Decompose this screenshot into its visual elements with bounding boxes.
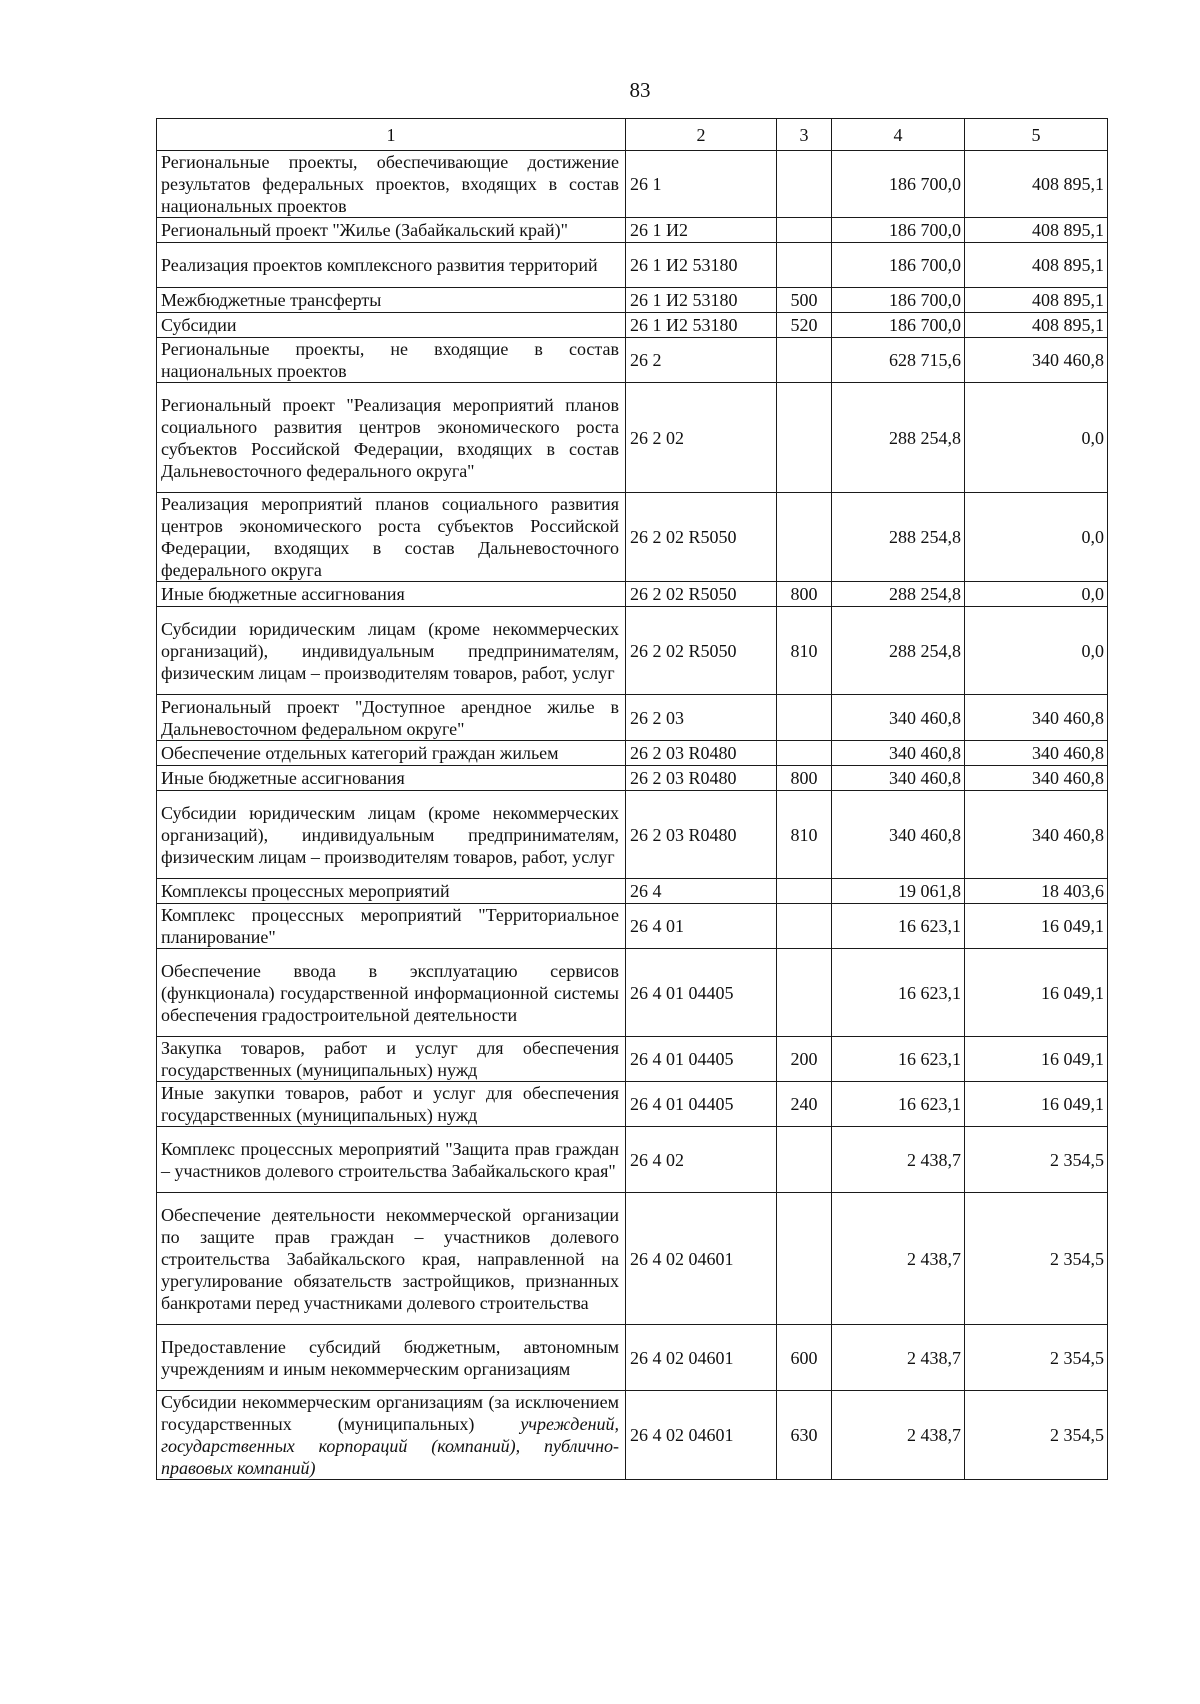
row-type-cell: 800 xyxy=(777,582,832,607)
table-row xyxy=(157,1193,1108,1325)
row-type-cell: 200 xyxy=(777,1037,832,1082)
row-value-2026-cell: 340 460,8 xyxy=(965,741,1108,766)
row-value-2026-cell: 0,0 xyxy=(965,493,1108,582)
table-row xyxy=(157,766,1108,791)
row-code-cell: 26 1 И2 xyxy=(626,218,777,243)
row-value-2026-cell: 2 354,5 xyxy=(965,1193,1108,1325)
row-code-cell: 26 2 02 R5050 xyxy=(626,582,777,607)
row-value-2025-cell: 186 700,0 xyxy=(832,218,965,243)
row-name-cell: Региональные проекты, не входящие в состав национальных проектов xyxy=(157,338,626,383)
row-code-cell: 26 4 01 04405 xyxy=(626,1037,777,1082)
row-value-2026-cell: 340 460,8 xyxy=(965,695,1108,741)
row-type-cell: 810 xyxy=(777,791,832,879)
row-value-2026-cell: 16 049,1 xyxy=(965,904,1108,949)
row-code-cell: 26 2 03 R0480 xyxy=(626,766,777,791)
table-row xyxy=(157,1127,1108,1193)
row-name-cell: Обеспечение отдельных категорий граждан жильем xyxy=(157,741,626,766)
row-code-cell: 26 1 И2 53180 xyxy=(626,288,777,313)
row-code-cell: 26 2 02 R5050 xyxy=(626,493,777,582)
row-code-cell: 26 1 xyxy=(626,151,777,218)
row-code-cell: 26 2 02 R5050 xyxy=(626,607,777,695)
row-code-cell: 26 4 01 xyxy=(626,904,777,949)
row-name-part: Субсидии некоммерческим организациям (за исключением государственных (муниципальных) xyxy=(161,1392,619,1434)
column-header: 5 xyxy=(965,119,1108,151)
row-value-2026-cell: 16 049,1 xyxy=(965,1037,1108,1082)
row-code-cell: 26 2 03 R0480 xyxy=(626,741,777,766)
row-value-2025-cell: 340 460,8 xyxy=(832,791,965,879)
row-value-2026-cell: 0,0 xyxy=(965,582,1108,607)
row-name-cell: Комплексы процессных мероприятий xyxy=(157,879,626,904)
row-value-2025-cell: 340 460,8 xyxy=(832,741,965,766)
row-value-2025-cell: 628 715,6 xyxy=(832,338,965,383)
row-name-cell: Субсидии юридическим лицам (кроме некоммерческих организаций), индивидуальным предпринимателям, физическим лицам – производителям товаров, работ, услуг xyxy=(157,607,626,695)
row-value-2026-cell: 18 403,6 xyxy=(965,879,1108,904)
table-row xyxy=(157,288,1108,313)
row-name-cell: Иные бюджетные ассигнования xyxy=(157,582,626,607)
row-code-cell: 26 2 02 xyxy=(626,383,777,493)
row-name-cell: Межбюджетные трансферты xyxy=(157,288,626,313)
row-type-cell xyxy=(777,338,832,383)
row-value-2025-cell: 288 254,8 xyxy=(832,582,965,607)
budget-table xyxy=(156,118,1108,1480)
row-type-cell xyxy=(777,879,832,904)
row-type-cell xyxy=(777,383,832,493)
row-name-cell: Региональный проект "Доступное арендное жилье в Дальневосточном федеральном округе" xyxy=(157,695,626,741)
row-name-cell: Субсидии юридическим лицам (кроме некоммерческих организаций), индивидуальным предпринимателям, физическим лицам – производителям товаров, работ, услуг xyxy=(157,791,626,879)
row-code-cell: 26 4 02 04601 xyxy=(626,1193,777,1325)
row-name-cell: Реализация мероприятий планов социального развития центров экономического роста субъектов Российской Федерации, входящих в состав Дальневосточного федерального округа xyxy=(157,493,626,582)
row-value-2026-cell: 16 049,1 xyxy=(965,1082,1108,1127)
row-value-2025-cell: 16 623,1 xyxy=(832,1082,965,1127)
page-number: 83 xyxy=(629,78,651,102)
row-value-2025-cell: 186 700,0 xyxy=(832,151,965,218)
table-row xyxy=(157,1037,1108,1082)
row-value-2025-cell: 186 700,0 xyxy=(832,313,965,338)
table-row xyxy=(157,218,1108,243)
row-value-2025-cell: 2 438,7 xyxy=(832,1127,965,1193)
table-row xyxy=(157,151,1108,218)
row-type-cell: 600 xyxy=(777,1325,832,1391)
table-row xyxy=(157,493,1108,582)
row-name-cell xyxy=(157,1391,626,1480)
table-row xyxy=(157,791,1108,879)
table-row xyxy=(157,338,1108,383)
row-value-2026-cell: 408 895,1 xyxy=(965,218,1108,243)
row-code-cell: 26 4 01 04405 xyxy=(626,1082,777,1127)
row-value-2026-cell: 408 895,1 xyxy=(965,288,1108,313)
row-type-cell xyxy=(777,695,832,741)
row-type-cell xyxy=(777,741,832,766)
row-type-cell: 800 xyxy=(777,766,832,791)
table-row xyxy=(157,1391,1108,1480)
table-row xyxy=(157,243,1108,288)
row-value-2026-cell: 340 460,8 xyxy=(965,766,1108,791)
row-value-2025-cell: 340 460,8 xyxy=(832,695,965,741)
row-value-2026-cell: 2 354,5 xyxy=(965,1391,1108,1480)
table-row xyxy=(157,949,1108,1037)
row-code-cell: 26 2 xyxy=(626,338,777,383)
row-value-2025-cell: 186 700,0 xyxy=(832,288,965,313)
row-code-cell: 26 4 01 04405 xyxy=(626,949,777,1037)
row-name-cell: Региональные проекты, обеспечивающие достижение результатов федеральных проектов, входящих в состав национальных проектов xyxy=(157,151,626,218)
row-type-cell xyxy=(777,1193,832,1325)
row-name-cell: Реализация проектов комплексного развития территорий xyxy=(157,243,626,288)
row-value-2025-cell: 16 623,1 xyxy=(832,949,965,1037)
row-code-cell: 26 4 xyxy=(626,879,777,904)
row-type-cell: 630 xyxy=(777,1391,832,1480)
column-header: 1 xyxy=(157,119,626,151)
row-value-2025-cell: 2 438,7 xyxy=(832,1325,965,1391)
row-type-cell xyxy=(777,218,832,243)
row-code-cell: 26 1 И2 53180 xyxy=(626,313,777,338)
row-type-cell xyxy=(777,904,832,949)
row-value-2026-cell: 408 895,1 xyxy=(965,243,1108,288)
row-value-2026-cell: 2 354,5 xyxy=(965,1127,1108,1193)
row-type-cell xyxy=(777,1127,832,1193)
row-code-cell: 26 4 02 xyxy=(626,1127,777,1193)
row-name-cell: Иные бюджетные ассигнования xyxy=(157,766,626,791)
table-row xyxy=(157,607,1108,695)
row-value-2025-cell: 288 254,8 xyxy=(832,607,965,695)
table-row xyxy=(157,741,1108,766)
row-type-cell: 240 xyxy=(777,1082,832,1127)
row-code-cell: 26 2 03 xyxy=(626,695,777,741)
row-value-2026-cell: 408 895,1 xyxy=(965,313,1108,338)
row-value-2026-cell: 0,0 xyxy=(965,383,1108,493)
row-value-2025-cell: 288 254,8 xyxy=(832,383,965,493)
column-header: 3 xyxy=(777,119,832,151)
table-row xyxy=(157,383,1108,493)
row-value-2026-cell: 408 895,1 xyxy=(965,151,1108,218)
row-value-2026-cell: 2 354,5 xyxy=(965,1325,1108,1391)
table-row xyxy=(157,1082,1108,1127)
row-code-cell: 26 2 03 R0480 xyxy=(626,791,777,879)
table-body xyxy=(157,151,1108,1480)
row-name-cell: Закупка товаров, работ и услуг для обеспечения государственных (муниципальных) нужд xyxy=(157,1037,626,1082)
table-row xyxy=(157,695,1108,741)
row-type-cell xyxy=(777,493,832,582)
row-type-cell: 810 xyxy=(777,607,832,695)
row-value-2025-cell: 2 438,7 xyxy=(832,1193,965,1325)
row-value-2025-cell: 288 254,8 xyxy=(832,493,965,582)
row-name-cell: Региональный проект "Реализация мероприятий планов социального развития центров экономического роста субъектов Российской Федерации, входящих в состав Дальневосточного федерального округа" xyxy=(157,383,626,493)
row-value-2025-cell: 19 061,8 xyxy=(832,879,965,904)
row-name-cell: Региональный проект "Жилье (Забайкальский край)" xyxy=(157,218,626,243)
row-value-2026-cell: 340 460,8 xyxy=(965,791,1108,879)
row-value-2025-cell: 16 623,1 xyxy=(832,1037,965,1082)
row-type-cell xyxy=(777,243,832,288)
row-value-2026-cell: 340 460,8 xyxy=(965,338,1108,383)
row-value-2025-cell: 2 438,7 xyxy=(832,1391,965,1480)
row-value-2025-cell: 186 700,0 xyxy=(832,243,965,288)
table-row xyxy=(157,313,1108,338)
row-name-part: учреждений, государственных корпораций (компаний), публично-правовых компаний) xyxy=(161,1414,619,1478)
row-name-cell: Обеспечение ввода в эксплуатацию сервисов (функционала) государственной информационной системы обеспечения градостроительной деятельности xyxy=(157,949,626,1037)
row-value-2026-cell: 0,0 xyxy=(965,607,1108,695)
row-type-cell xyxy=(777,151,832,218)
row-code-cell: 26 4 02 04601 xyxy=(626,1325,777,1391)
row-name-cell: Иные закупки товаров, работ и услуг для обеспечения государственных (муниципальных) нужд xyxy=(157,1082,626,1127)
table-row xyxy=(157,904,1108,949)
row-name-cell: Комплекс процессных мероприятий "Территориальное планирование" xyxy=(157,904,626,949)
table-row xyxy=(157,582,1108,607)
row-type-cell xyxy=(777,949,832,1037)
row-name-cell: Комплекс процессных мероприятий "Защита прав граждан – участников долевого строительства Забайкальского края" xyxy=(157,1127,626,1193)
row-code-cell: 26 1 И2 53180 xyxy=(626,243,777,288)
row-code-cell: 26 4 02 04601 xyxy=(626,1391,777,1480)
row-value-2025-cell: 16 623,1 xyxy=(832,904,965,949)
column-header: 2 xyxy=(626,119,777,151)
table-row xyxy=(157,879,1108,904)
row-name-cell: Субсидии xyxy=(157,313,626,338)
column-header: 4 xyxy=(832,119,965,151)
row-value-2026-cell: 16 049,1 xyxy=(965,949,1108,1037)
row-name-cell: Обеспечение деятельности некоммерческой организации по защите прав граждан – участников долевого строительства Забайкальского края, направленной на урегулирование обязательств застройщиков, признанных банкротами перед участниками долевого строительства xyxy=(157,1193,626,1325)
header-row xyxy=(157,119,1108,151)
row-type-cell: 500 xyxy=(777,288,832,313)
row-type-cell: 520 xyxy=(777,313,832,338)
row-value-2025-cell: 340 460,8 xyxy=(832,766,965,791)
row-name-cell: Предоставление субсидий бюджетным, автономным учреждениям и иным некоммерческим организациям xyxy=(157,1325,626,1391)
table-row xyxy=(157,1325,1108,1391)
